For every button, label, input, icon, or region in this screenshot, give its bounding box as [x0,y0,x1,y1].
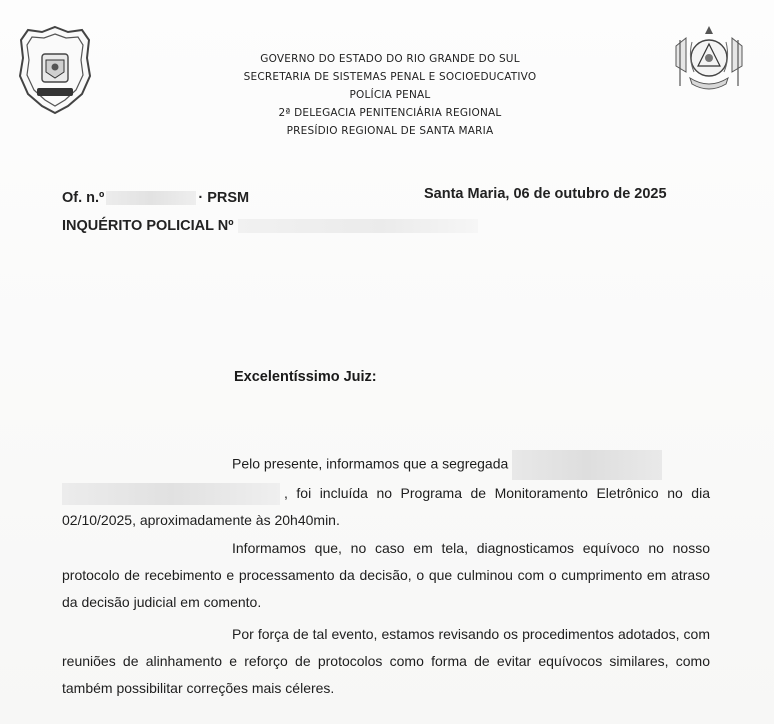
paragraph-1-end: , foi incluída no Programa de Monitoramento Eletrônico no dia 02/10/2025, aproximadamente às 20h40min. [62,485,710,528]
header-secretariat: SECRETARIA DE SISTEMAS PENAL E SOCIOEDUCATIVO [243,71,537,83]
oficio-prefix: Of. n.º [62,190,105,206]
inquerito-label: INQUÉRITO POLICIAL Nº [62,218,234,234]
redacted-inquerito-number [238,219,478,233]
paragraph-2-text: Informamos que, no caso em tela, diagnosticamos equívoco no nosso protocolo de recebimento e processamento da decisão, o que culminou com o cumprimento em atraso da decisão judicial em comento. [62,540,710,610]
header-delegacia: 2ª DELEGACIA PENITENCIÁRIA REGIONAL [278,107,502,119]
paragraph-3-text: Por força de tal evento, estamos revisando os procedimentos adotados, com reuniões de alinhamento e reforço de protocolos como forma de evitar equívocos similares, como também possibilitar correções mais céleres. [62,626,710,696]
paragraph-3 [62,621,710,702]
salutation: Excelentíssimo Juiz: [234,369,377,385]
paragraph-1 [62,450,710,534]
header-presidio: PRESÍDIO REGIONAL DE SANTA MARIA [286,125,494,137]
document-header [150,50,630,140]
header-government: GOVERNO DO ESTADO DO RIO GRANDE DO SUL [260,53,520,65]
oficio-suffix: · PRSM [198,190,250,206]
document-date: Santa Maria, 06 de outubro de 2025 [424,186,667,202]
susepe-badge-icon [16,24,94,116]
oficio-number-line [62,190,249,206]
paragraph-1-start: Pelo presente, informamos que a segregada [232,455,509,472]
redacted-name-part-2 [62,483,280,505]
header-police: POLÍCIA PENAL [349,89,431,101]
state-coat-of-arms-icon [668,20,750,102]
inquerito-line [62,218,478,234]
paragraph-2 [62,535,710,616]
redacted-name-part-1 [512,450,662,480]
redacted-oficio-number [106,191,196,205]
